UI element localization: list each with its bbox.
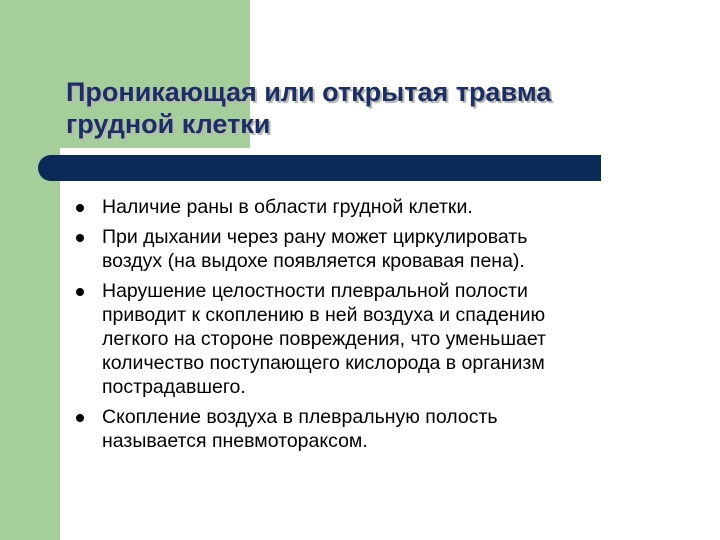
slide-title-line: Проникающая или открытая травма	[66, 77, 552, 107]
side-decor-strip	[0, 0, 60, 540]
bullet-item	[72, 225, 702, 273]
bullet-text-line: пострадавшего.	[102, 376, 246, 398]
bullet-item	[72, 195, 702, 219]
bullet-item	[72, 405, 702, 453]
bullet-dot-icon	[76, 204, 84, 212]
bullet-text-line: называется пневмотораксом.	[102, 430, 368, 452]
bullet-dot-icon	[76, 288, 84, 296]
title-divider-bar	[38, 155, 601, 181]
bullet-text-line: Наличие раны в области грудной клетки.	[102, 196, 473, 218]
bullet-dot-icon	[76, 414, 84, 422]
bullet-text-line: воздух (на выдохе появляется кровавая пена).	[102, 250, 525, 272]
slide-title-line: грудной клетки	[66, 109, 271, 139]
bullet-text-line: Скопление воздуха в плевральную полость	[102, 406, 498, 428]
bullet-list	[72, 195, 702, 459]
bullet-text-line: приводит к скоплению в ней воздуха и спадению	[102, 304, 546, 326]
bullet-dot-icon	[76, 234, 84, 242]
bullet-item	[72, 279, 702, 399]
bullet-text-line: количество поступающего кислорода в организм	[102, 352, 545, 374]
bullet-text-line: Нарушение целостности плевральной полости	[102, 280, 528, 302]
bullet-text-line: При дыхании через рану может циркулировать	[102, 226, 528, 248]
slide-title	[66, 76, 706, 140]
bullet-text-line: легкого на стороне повреждения, что уменьшает	[102, 328, 546, 350]
